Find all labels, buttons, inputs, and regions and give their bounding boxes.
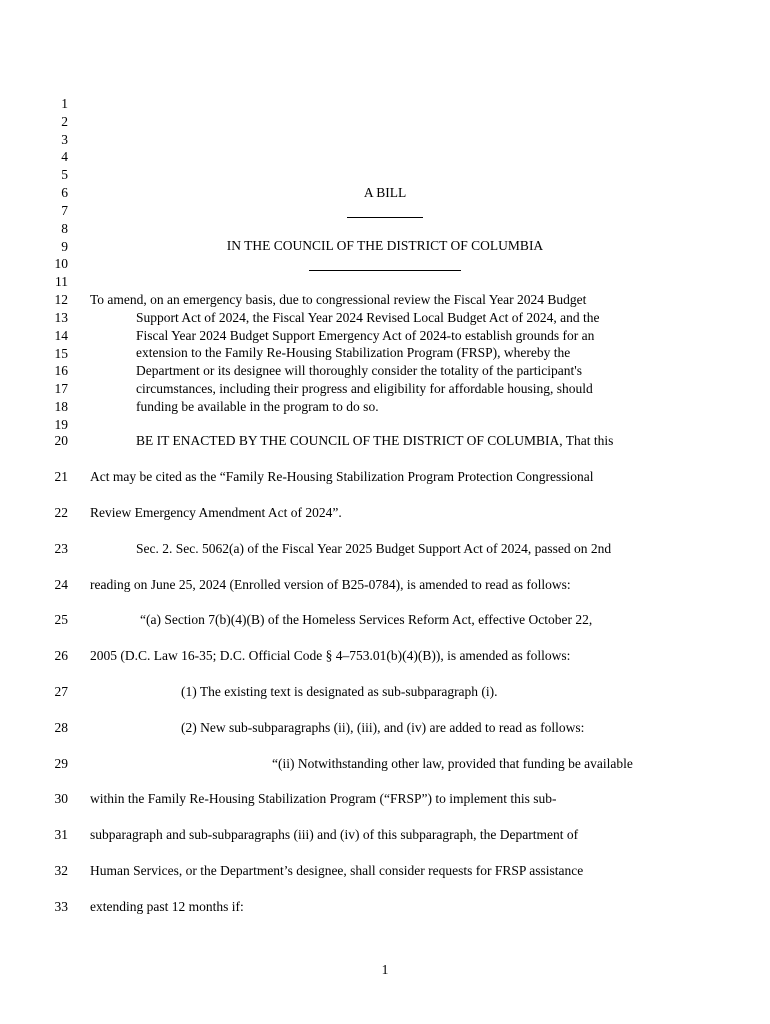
- line-number: 13: [54, 310, 68, 325]
- line-number: 24: [54, 577, 68, 592]
- body-line: subparagraph and sub-subparagraphs (iii) and (iv) of this subparagraph, the Department of: [90, 827, 579, 842]
- body-line: “(a) Section 7(b)(4)(B) of the Homeless Services Reform Act, effective October 22,: [140, 612, 593, 627]
- body-line: Review Emergency Amendment Act of 2024”.: [90, 505, 342, 520]
- line-number: 33: [54, 899, 68, 914]
- body-line: Act may be cited as the “Family Re-Housing Stabilization Program Protection Congressional: [90, 469, 594, 484]
- body-line: within the Family Re-Housing Stabilization Program (“FRSP”) to implement this sub-: [90, 791, 557, 806]
- line-number: 12: [54, 292, 68, 307]
- body-line: 2005 (D.C. Law 16-35; D.C. Official Code § 4–753.01(b)(4)(B)), is amended as follows:: [90, 648, 571, 663]
- council-underline-rule: [309, 270, 461, 271]
- line-number: 18: [54, 399, 68, 414]
- line-number: 11: [55, 274, 68, 289]
- body-line: BE IT ENACTED BY THE COUNCIL OF THE DISTRICT OF COLUMBIA, That this: [136, 433, 614, 448]
- long-title-line: extension to the Family Re-Housing Stabilization Program (FRSP), whereby the: [136, 345, 571, 360]
- line-number: 20: [54, 433, 68, 448]
- body-line: (2) New sub-subparagraphs (ii), (iii), and (iv) are added to read as follows:: [181, 720, 585, 735]
- line-number: 16: [54, 363, 68, 378]
- line-number: 4: [61, 149, 68, 164]
- body-line: (1) The existing text is designated as sub-subparagraph (i).: [181, 684, 498, 699]
- long-title-line: To amend, on an emergency basis, due to congressional review the Fiscal Year 2024 Budget: [90, 292, 587, 307]
- body-line: reading on June 25, 2024 (Enrolled version of B25-0784), is amended to read as follows:: [90, 577, 571, 592]
- long-title-line: Support Act of 2024, the Fiscal Year 2024 Revised Local Budget Act of 2024, and the: [136, 310, 600, 325]
- line-number: 32: [54, 863, 68, 878]
- line-number: 26: [54, 648, 68, 663]
- body-line: Sec. 2. Sec. 5062(a) of the Fiscal Year 2025 Budget Support Act of 2024, passed on 2nd: [136, 541, 612, 556]
- long-title-line: Department or its designee will thoroughly consider the totality of the participant's: [136, 363, 582, 378]
- body-line: “(ii) Notwithstanding other law, provided that funding be available: [272, 756, 633, 771]
- body-line: Human Services, or the Department’s designee, shall consider requests for FRSP assistance: [90, 863, 584, 878]
- line-number: 9: [61, 239, 68, 254]
- line-number: 22: [54, 505, 68, 520]
- line-number: 25: [54, 612, 68, 627]
- line-number: 10: [54, 256, 68, 271]
- line-number: 29: [54, 756, 68, 771]
- long-title-line: funding be available in the program to do so.: [136, 399, 379, 414]
- line-number: 14: [54, 328, 68, 343]
- line-number: 31: [54, 827, 68, 842]
- line-number: 5: [61, 167, 68, 182]
- line-number: 27: [54, 684, 68, 699]
- line-number: 23: [54, 541, 68, 556]
- line-number: 17: [54, 381, 68, 396]
- line-number: 3: [61, 132, 68, 147]
- line-number: 30: [54, 791, 68, 806]
- body-line: extending past 12 months if:: [90, 899, 244, 914]
- bill-title: A BILL: [363, 185, 407, 200]
- line-number: 8: [61, 221, 68, 236]
- line-number: 7: [61, 203, 68, 218]
- long-title-line: Fiscal Year 2024 Budget Support Emergency Act of 2024-to establish grounds for an: [136, 328, 595, 343]
- line-number: 28: [54, 720, 68, 735]
- line-number: 1: [61, 96, 68, 111]
- council-heading: IN THE COUNCIL OF THE DISTRICT OF COLUMBIA: [226, 238, 544, 253]
- page-number: 1: [381, 962, 389, 977]
- line-number: 19: [54, 417, 68, 432]
- long-title-line: circumstances, including their progress and eligibility for affordable housing, should: [136, 381, 593, 396]
- line-number: 15: [54, 346, 68, 361]
- line-number: 21: [54, 469, 68, 484]
- title-underline-rule: [347, 217, 423, 218]
- line-number: 2: [61, 114, 68, 129]
- line-number: 6: [61, 185, 68, 200]
